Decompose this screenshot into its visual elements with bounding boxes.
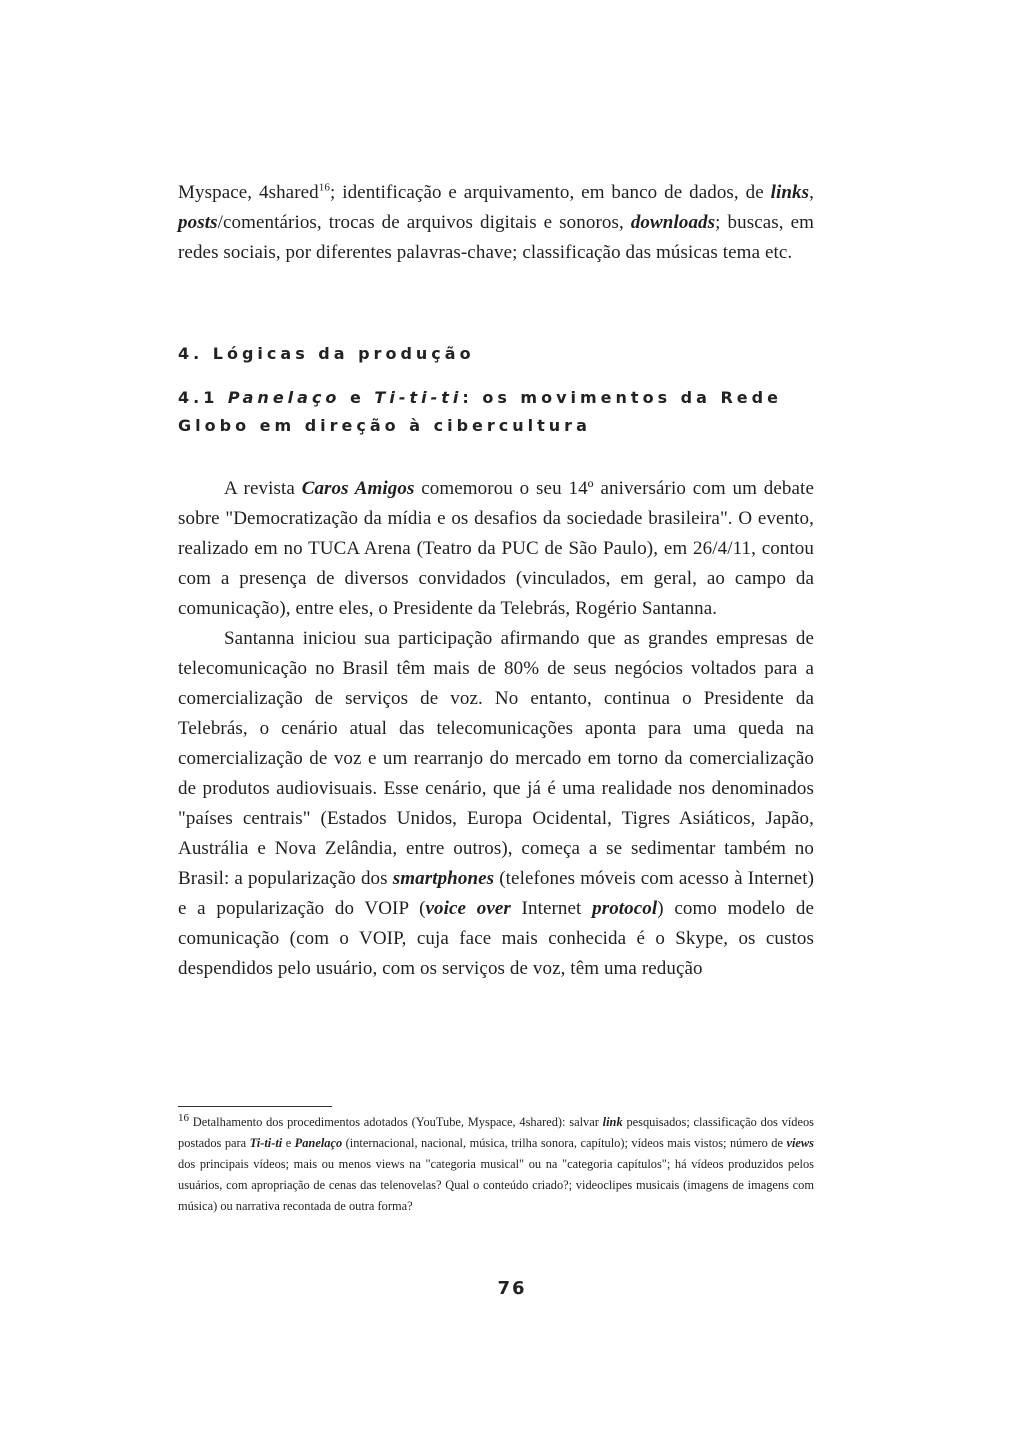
footnote-text-2: pesquisados; classificação dos vídeos postados para: [178, 1115, 814, 1150]
intro-text-1: Myspace, 4shared: [178, 182, 319, 203]
intro-links-term: links: [770, 182, 810, 203]
footnote-views-term: views: [786, 1136, 814, 1150]
footnote-titi: Ti-ti-ti: [249, 1136, 283, 1150]
footnote-number: 16: [178, 1111, 189, 1124]
intro-posts-term: posts: [178, 212, 218, 233]
paragraph-2-text-3: Internet: [510, 898, 593, 919]
paragraph-2-text-4: ) como modelo de comunicação (com o VOIP, cuja face mais conhecida é o Skype, os custos despendidos pelo usuário, com os serviços de voz, têm uma redução: [178, 898, 815, 979]
footnote-reference[interactable]: 16: [318, 181, 330, 194]
smartphones-term: smartphones: [392, 868, 495, 889]
footnote-text-5: dos principais vídeos; mais ou menos views na "categoria musical" ou na "categoria capítulos"; há vídeos produzidos pelos usuários, com apropriação de cenas das telenovelas? Qual o conteúdo criado?; videoclipes musicais (imagens de imagens com música) ou narrativa recontada de outra forma?: [178, 1157, 814, 1213]
paragraph-2: [178, 624, 814, 984]
paragraph-2-text-2: (telefones móveis com acesso à Internet) e a popularização do VOIP (: [178, 868, 815, 919]
subsection-rest: : os movimentos da Rede Globo em direção à cibercultura: [178, 388, 782, 435]
intro-text-4: /comentários, trocas de arquivos digitais e sonoros,: [217, 212, 631, 233]
paragraph-1: [178, 474, 814, 624]
intro-text-5: ; buscas, em redes sociais, por diferentes palavras-chave; classificação das músicas tema etc.: [178, 212, 814, 263]
intro-paragraph: [178, 178, 814, 268]
subsection-heading: [178, 384, 814, 440]
paragraph-1-text-1: A revista: [224, 478, 302, 499]
subsection-number: 4.1: [178, 388, 228, 407]
intro-text-2: ; identificação e arquivamento, em banco de dados, de: [329, 182, 771, 203]
subsection-panelaco: Panelaço: [227, 388, 341, 407]
section-heading: 4. Lógicas da produção: [178, 344, 475, 363]
protocol-term: protocol: [592, 898, 658, 919]
footnote-text-4: (internacional, nacional, música, trilha sonora, capítulo); vídeos mais vistos; número de: [342, 1136, 787, 1150]
subsection-connector: e: [340, 388, 375, 407]
footnote-panelaco: Panelaço: [294, 1136, 343, 1150]
voice-over-term: voice over: [425, 898, 511, 919]
footnote-text-3: e: [282, 1136, 295, 1150]
subsection-titi: Ti-ti-ti: [374, 388, 463, 407]
footnote-text-1: Detalhamento dos procedimentos adotados (YouTube, Myspace, 4shared): salvar: [189, 1115, 603, 1129]
intro-downloads-term: downloads: [630, 212, 716, 233]
footnote-divider: [178, 1106, 332, 1107]
paragraph-1-text-2: comemorou o seu 14º aniversário com um debate sobre "Democratização da mídia e os desafios da sociedade brasileira". O evento, realizado em no TUCA Arena (Teatro da PUC de São Paulo), em 26/4/11, contou com a presença de diversos convidados (vinculados, em geral, ao campo da comunicação), entre eles, o Presidente da Telebrás, Rogério Santanna.: [178, 478, 814, 619]
footnote-link-term: link: [602, 1115, 623, 1129]
paragraph-2-text-1: Santanna iniciou sua participação afirmando que as grandes empresas de telecomunicação no Brasil têm mais de 80% de seus negócios voltados para a comercialização de serviços de voz. No entanto, continua o Presidente da Telebrás, o cenário atual das telecomunicações aponta para uma queda na comercialização de voz e um rearranjo do mercado em torno da comercialização de produtos audiovisuais. Esse cenário, que já é uma realidade nos denominados "países centrais" (Estados Unidos, Europa Ocidental, Tigres Asiáticos, Japão, Austrália e Nova Zelândia, entre outros), começa a se sedimentar também no Brasil: a popularização dos: [178, 628, 814, 889]
magazine-title: Caros Amigos: [301, 478, 415, 499]
main-text: [178, 474, 814, 984]
footnote-16: [178, 1112, 814, 1217]
page-number: 76: [497, 1278, 527, 1299]
intro-text-3: ,: [809, 182, 814, 203]
